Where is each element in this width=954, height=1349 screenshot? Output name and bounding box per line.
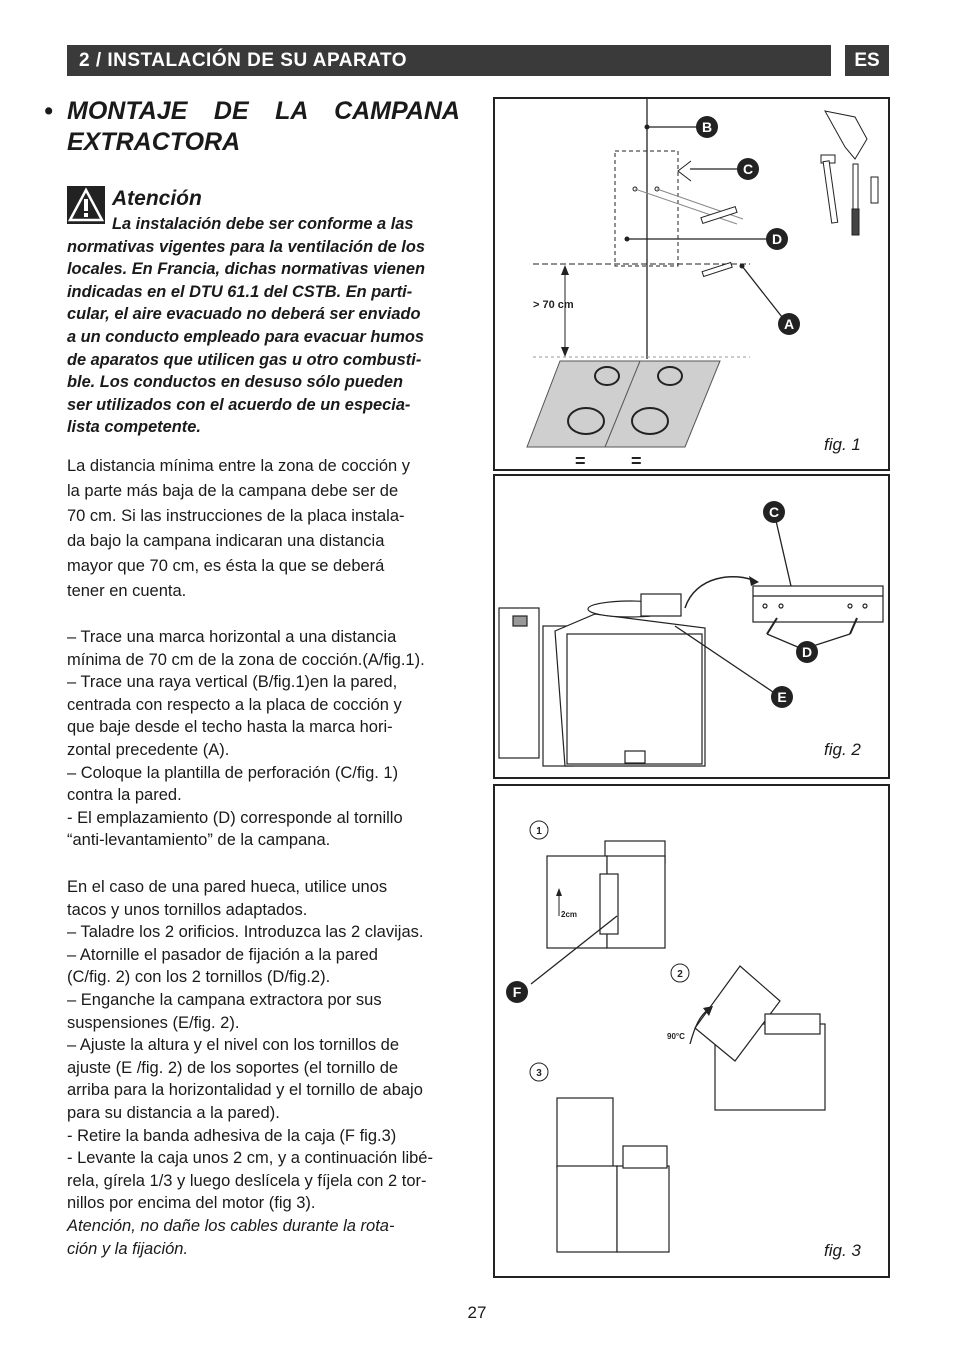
step-3-label: 3	[536, 1068, 542, 1079]
text-line: 70 cm. Si las instrucciones de la placa instala-	[67, 507, 405, 525]
text-line: – Trace una raya vertical (B/fig.1)en la pared,	[67, 673, 398, 692]
figure-1-caption: fig. 1	[824, 435, 861, 454]
callout-d: D	[801, 644, 813, 660]
equal-mark-left: =	[575, 451, 586, 469]
text-line: que baje desde el techo hasta la marca hori-	[67, 718, 393, 737]
text-line: – Ajuste la altura y el nivel con los tornillos de	[67, 1036, 400, 1055]
text-line: - Retire la banda adhesiva de la caja (F fig.3)	[67, 1126, 397, 1145]
warning-heading: Atención	[112, 187, 202, 210]
warning-line: a un conducto empleado para evacuar humos	[67, 327, 425, 346]
callout-b: B	[701, 119, 713, 135]
warning-line: cular, el aire evacuado no deberá ser enviado	[67, 305, 421, 324]
figure-3-caption: fig. 3	[824, 1241, 861, 1260]
text-line: – Atornille el pasador de fijación a la pared	[67, 945, 378, 964]
section-title: INSTALACIÓN DE SU APARATO	[107, 50, 408, 71]
warning-line: indicadas en el DTU 61.1 del CSTB. En parti-	[67, 282, 413, 301]
paragraph-distance	[67, 454, 459, 604]
step-2-label: 2	[677, 969, 683, 980]
figure-2-caption: fig. 2	[824, 740, 861, 759]
text-line: arriba para la horizontalidad y el tornillo de abajo	[67, 1081, 423, 1100]
text-line: – Coloque la plantilla de perforación (C/fig. 1)	[67, 763, 399, 782]
equal-mark-right: =	[631, 451, 642, 469]
title-line-1: MONTAJE DE LA CAMPANA	[67, 97, 460, 125]
warning-line: lista competente.	[67, 418, 201, 437]
lift-label: 2cm	[561, 910, 578, 919]
page-number: 27	[467, 1303, 487, 1322]
warning-line: locales. En Francia, dichas normativas vienen	[67, 260, 426, 279]
figure-1-drawing	[495, 99, 888, 469]
warning-line: normativas vigentes para la ventilación de los	[67, 237, 425, 256]
text-line: suspensiones (E/fig. 2).	[67, 1013, 240, 1032]
section-header	[67, 45, 831, 76]
figure-3-drawing	[495, 786, 888, 1276]
callout-e: E	[777, 689, 787, 705]
text-line: – Enganche la campana extractora por sus	[67, 990, 382, 1009]
text-line: tacos y unos tornillos adaptados.	[67, 900, 308, 919]
text-line: centrada con respecto a la placa de cocción y	[67, 695, 402, 714]
text-line: “anti-levantamiento” de la campana.	[67, 831, 331, 850]
figure-2-drawing	[495, 476, 888, 777]
warning-line: ble. Los conductos en desuso sólo pueden	[67, 373, 404, 392]
figure-2	[493, 474, 890, 779]
warning-line: ser utilizados con el acuerdo de un especia-	[67, 395, 411, 414]
paragraph-marking-steps	[67, 626, 459, 852]
text-line: La distancia mínima entre la zona de cocción y	[67, 457, 411, 475]
text-line: para su distancia a la pared).	[67, 1103, 280, 1122]
text-line: mayor que 70 cm, es ésta la que se deberá	[67, 557, 385, 575]
figure-3	[493, 784, 890, 1278]
step-1-label: 1	[536, 826, 542, 837]
callout-f: F	[512, 984, 522, 1000]
text-line: - Levante la caja unos 2 cm, y a continuación libé-	[67, 1149, 433, 1168]
callout-c: C	[742, 161, 754, 177]
text-line: contra la pared.	[67, 786, 182, 805]
text-line-italic: ción y la fijación.	[67, 1239, 189, 1258]
text-line: rela, gírela 1/3 y luego deslícela y fíjela con 2 tor-	[67, 1171, 427, 1190]
text-line: da bajo la campana indicaran una distancia	[67, 532, 385, 550]
text-line: – Trace una marca horizontal a una distancia	[67, 628, 397, 646]
text-line: nillos por encima del motor (fig 3).	[67, 1194, 316, 1213]
language-badge: ES	[845, 45, 889, 76]
callout-d: D	[771, 231, 783, 247]
paragraph-mounting-steps	[67, 876, 459, 1260]
angle-label: 90°C	[667, 1032, 685, 1041]
text-line: (C/fig. 2) con los 2 tornillos (D/fig.2).	[67, 968, 331, 987]
text-line: zontal precedente (A).	[67, 740, 230, 759]
text-line: la parte más baja de la campana debe ser de	[67, 482, 399, 500]
text-line: mínima de 70 cm de la zona de cocción.(A/fig.1).	[67, 650, 425, 669]
text-line: – Taladre los 2 orificios. Introduzca las 2 clavijas.	[67, 923, 424, 942]
dimension-label: > 70 cm	[533, 299, 574, 311]
warning-text	[67, 213, 459, 439]
text-line-italic: Atención, no dañe los cables durante la rota-	[67, 1216, 395, 1235]
text-line: En el caso de una pared hueca, utilice unos	[67, 878, 388, 896]
text-line: tener en cuenta.	[67, 582, 187, 600]
warning-line: de aparatos que utilicen gas u otro combusti-	[67, 350, 422, 369]
title-line-2: EXTRACTORA	[67, 128, 241, 156]
figure-1	[493, 97, 890, 471]
text-line: ajuste (E /fig. 2) de los soportes (el tornillo de	[67, 1058, 399, 1077]
warning-line: La instalación debe ser conforme a las	[112, 215, 414, 233]
title-bullet: •	[44, 97, 53, 125]
callout-c: C	[768, 504, 780, 520]
tools-icon	[821, 111, 878, 235]
text-line: - El emplazamiento (D) corresponde al tornillo	[67, 808, 403, 827]
section-number: 2 /	[79, 50, 102, 71]
callout-a: A	[783, 316, 795, 332]
